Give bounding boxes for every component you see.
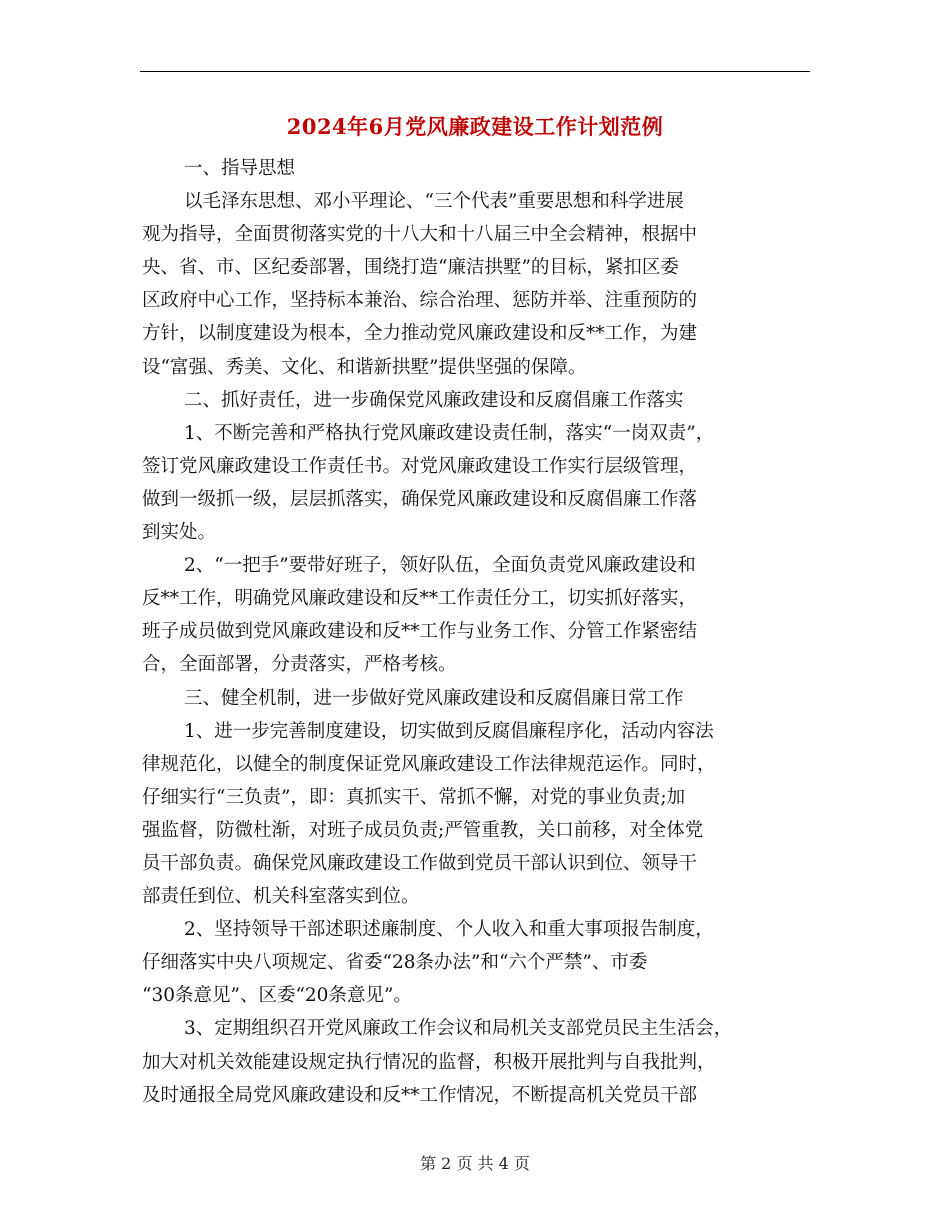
paragraph-line: 区政府中心工作，坚持标本兼治、综合治理、惩防并举、注重预防的 xyxy=(142,290,698,312)
paragraph-line: 强监督，防微杜渐，对班子成员负责;严管重教，关口前移，对全体党 xyxy=(142,819,704,841)
document-body xyxy=(142,152,814,1112)
paragraph-line: 部责任到位、机关科室落实到位。 xyxy=(142,886,420,908)
paragraph-line: 2、坚持领导干部述职述廉制度、个人收入和重大事项报告制度， xyxy=(184,919,714,941)
paragraph-line: 3、定期组织召开党风廉政工作会议和局机关支部党员民主生活会， xyxy=(184,1018,733,1040)
paragraph-line: 到实处。 xyxy=(142,522,217,544)
paragraph-line: 2、“一把手”要带好班子，领好队伍，全面负责党风廉政建设和 xyxy=(184,555,696,577)
paragraph-line: 律规范化，以健全的制度保证党风廉政建设工作法律规范运作。同时， xyxy=(142,753,716,775)
paragraph-line: 及时通报全局党风廉政建设和反**工作情况，不断提高机关党员干部 xyxy=(142,1084,698,1106)
header-rule xyxy=(140,71,810,72)
paragraph-line: 合，全面部署，分责落实，严格考核。 xyxy=(142,654,457,676)
paragraph-line: 方针，以制度建设为根本，全力推动党风廉政建设和反**工作，为建 xyxy=(142,323,698,345)
paragraph-line: 班子成员做到党风廉政建设和反**工作与业务工作、分管工作紧密结 xyxy=(142,621,698,643)
document-title: 2024年6月党风廉政建设工作计划范例 xyxy=(286,114,664,139)
paragraph-line: 观为指导，全面贯彻落实党的十八大和十八届三中全会精神，根据中 xyxy=(142,224,698,246)
paragraph-line: 仔细落实中央八项规定、省委“28条办法”和“六个严禁”、市委 xyxy=(142,952,648,974)
paragraph-line: 签订党风廉政建设工作责任书。对党风廉政建设工作实行层级管理， xyxy=(142,455,698,477)
paragraph-line: 设“富强、秀美、文化、和谐新拱墅”提供坚强的保障。 xyxy=(142,356,587,378)
paragraph-line: 二、抓好责任，进一步确保党风廉政建设和反腐倡廉工作落实 xyxy=(184,389,684,411)
paragraph-line: 1、不断完善和严格执行党风廉政建设责任制，落实“一岗双责”， xyxy=(184,422,715,444)
paragraph-line: 反**工作，明确党风廉政建设和反**工作责任分工，切实抓好落实， xyxy=(142,588,698,610)
paragraph-line: 1、进一步完善制度建设，切实做到反腐倡廉程序化，活动内容法 xyxy=(184,720,714,742)
paragraph-line: 央、省、市、区纪委部署，围绕打造“廉洁拱墅”的目标，紧扣区委 xyxy=(142,257,679,279)
paragraph-line: 加大对机关效能建设规定执行情况的监督，积极开展批判与自我批判， xyxy=(142,1051,716,1073)
paragraph-line: “30条意见”、区委“20条意见”。 xyxy=(142,985,412,1007)
paragraph-line: 员干部负责。确保党风廉政建设工作做到党员干部认识到位、领导干 xyxy=(142,852,698,874)
paragraph-line: 一、指导思想 xyxy=(184,158,296,179)
paragraph-line: 仔细实行“三负责”，即：真抓实干、常抓不懈，对党的事业负责;加 xyxy=(142,786,686,808)
page-footer: 第 2 页 共 4 页 xyxy=(420,1154,530,1173)
paragraph-line: 做到一级抓一级，层层抓落实，确保党风廉政建设和反腐倡廉工作落 xyxy=(142,488,698,510)
paragraph-line: 三、健全机制，进一步做好党风廉政建设和反腐倡廉日常工作 xyxy=(184,687,684,709)
paragraph-line: 以毛泽东思想、邓小平理论、“三个代表”重要思想和科学进展 xyxy=(184,191,684,213)
